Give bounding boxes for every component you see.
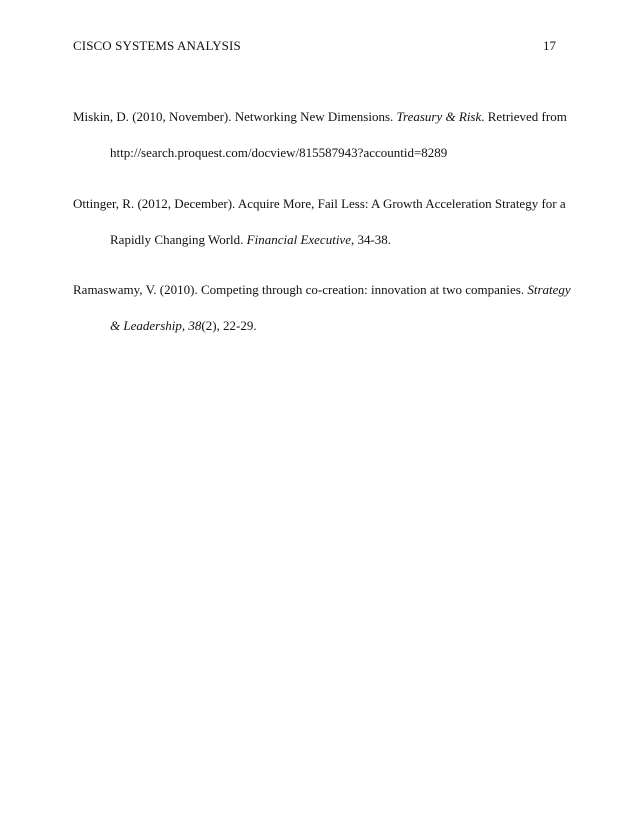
reference-text: Rapidly Changing World. (110, 232, 247, 247)
reference-text: (2), 22-29. (201, 318, 257, 333)
reference-text: Ottinger, R. (2012, December). Acquire More, Fail Less: A Growth Acceleration Strategy for a (73, 196, 566, 211)
page-number: 17 (543, 38, 556, 53)
reference-line (73, 318, 573, 334)
running-head: CISCO SYSTEMS ANALYSIS (73, 38, 241, 53)
reference-line (73, 109, 573, 125)
reference-source-title: Treasury & Risk (396, 109, 482, 124)
reference-line (73, 145, 573, 161)
reference-entry-miskin (73, 109, 573, 161)
reference-entry-ottinger (73, 196, 573, 248)
reference-url: http://search.proquest.com/docview/815587943?accountid=8289 (110, 145, 448, 160)
reference-text: Ramaswamy, V. (2010). Competing through co-creation: innovation at two companies. (73, 282, 528, 297)
reference-line (73, 282, 573, 298)
reference-line (73, 232, 573, 248)
reference-source-title: & Leadership, 38 (110, 318, 202, 333)
reference-text: Miskin, D. (2010, November). Networking New Dimensions. (73, 109, 397, 124)
reference-source-title: Strategy (527, 282, 571, 297)
reference-text: , 34-38. (350, 232, 392, 247)
reference-entry-ramaswamy (73, 282, 573, 334)
reference-source-title: Financial Executive (246, 232, 351, 247)
reference-line (73, 196, 573, 212)
reference-text: . Retrieved from (481, 109, 567, 124)
